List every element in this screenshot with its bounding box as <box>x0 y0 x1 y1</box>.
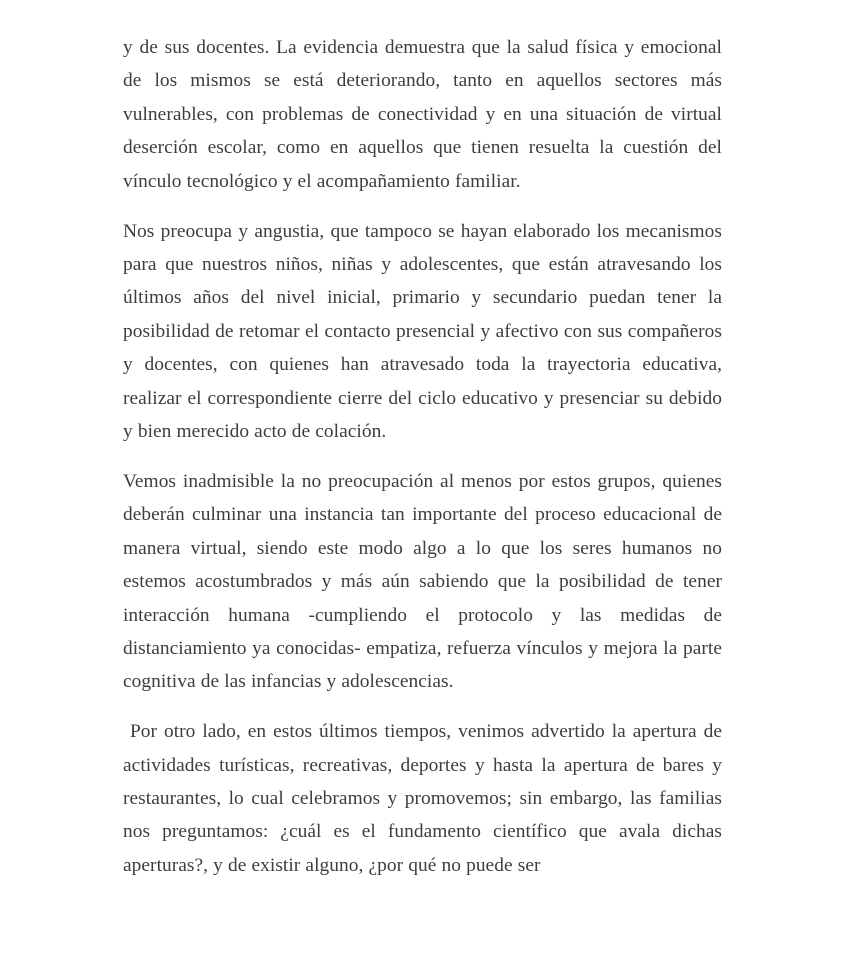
document-text-column <box>123 0 728 882</box>
paragraph-4: Por otro lado, en estos últimos tiempos, venimos advertido la apertura de actividades turísticas, recreativas, deportes y hasta la apertura de bares y restaurantes, lo cual celebramos y promovemos; sin embargo, las familias nos preguntamos: ¿cuál es el fundamento científico que avala dichas aperturas?, y de existir alguno, ¿por qué no puede ser <box>123 721 728 876</box>
paragraph-2: Nos preocupa y angustia, que tampoco se hayan elaborado los mecanismos para que nuestros niños, niñas y adolescentes, que están atravesando los últimos años del nivel inicial, primario y secundario puedan tener la posibilidad de retomar el contacto presencial y afectivo con sus compañeros y docentes, con quienes han atravesado toda la trayectoria educativa, realizar el correspondiente cierre del ciclo educativo y presenciar su debido y bien merecido acto de colación. <box>123 220 728 442</box>
paragraph-1: y de sus docentes. La evidencia demuestra que la salud física y emocional de los mismos se está deteriorando, tanto en aquellos sectores más vulnerables, con problemas de conectividad y en una situación de virtual deserción escolar, como en aquellos que tienen resuelta la cuestión del vínculo tecnológico y el acompañamiento familiar. <box>123 37 728 192</box>
paragraph-3: Vemos inadmisible la no preocupación al menos por estos grupos, quienes deberán culminar una instancia tan importante del proceso educacional de manera virtual, siendo este modo algo a lo que los seres humanos no estemos acostumbrados y más aún sabiendo que la posibilidad de tener interacción humana -cumpliendo el protocolo y las medidas de distanciamiento ya conocidas- empatiza, refuerza vínculos y mejora la parte cognitiva de las infancias y adolescencias. <box>123 470 728 693</box>
